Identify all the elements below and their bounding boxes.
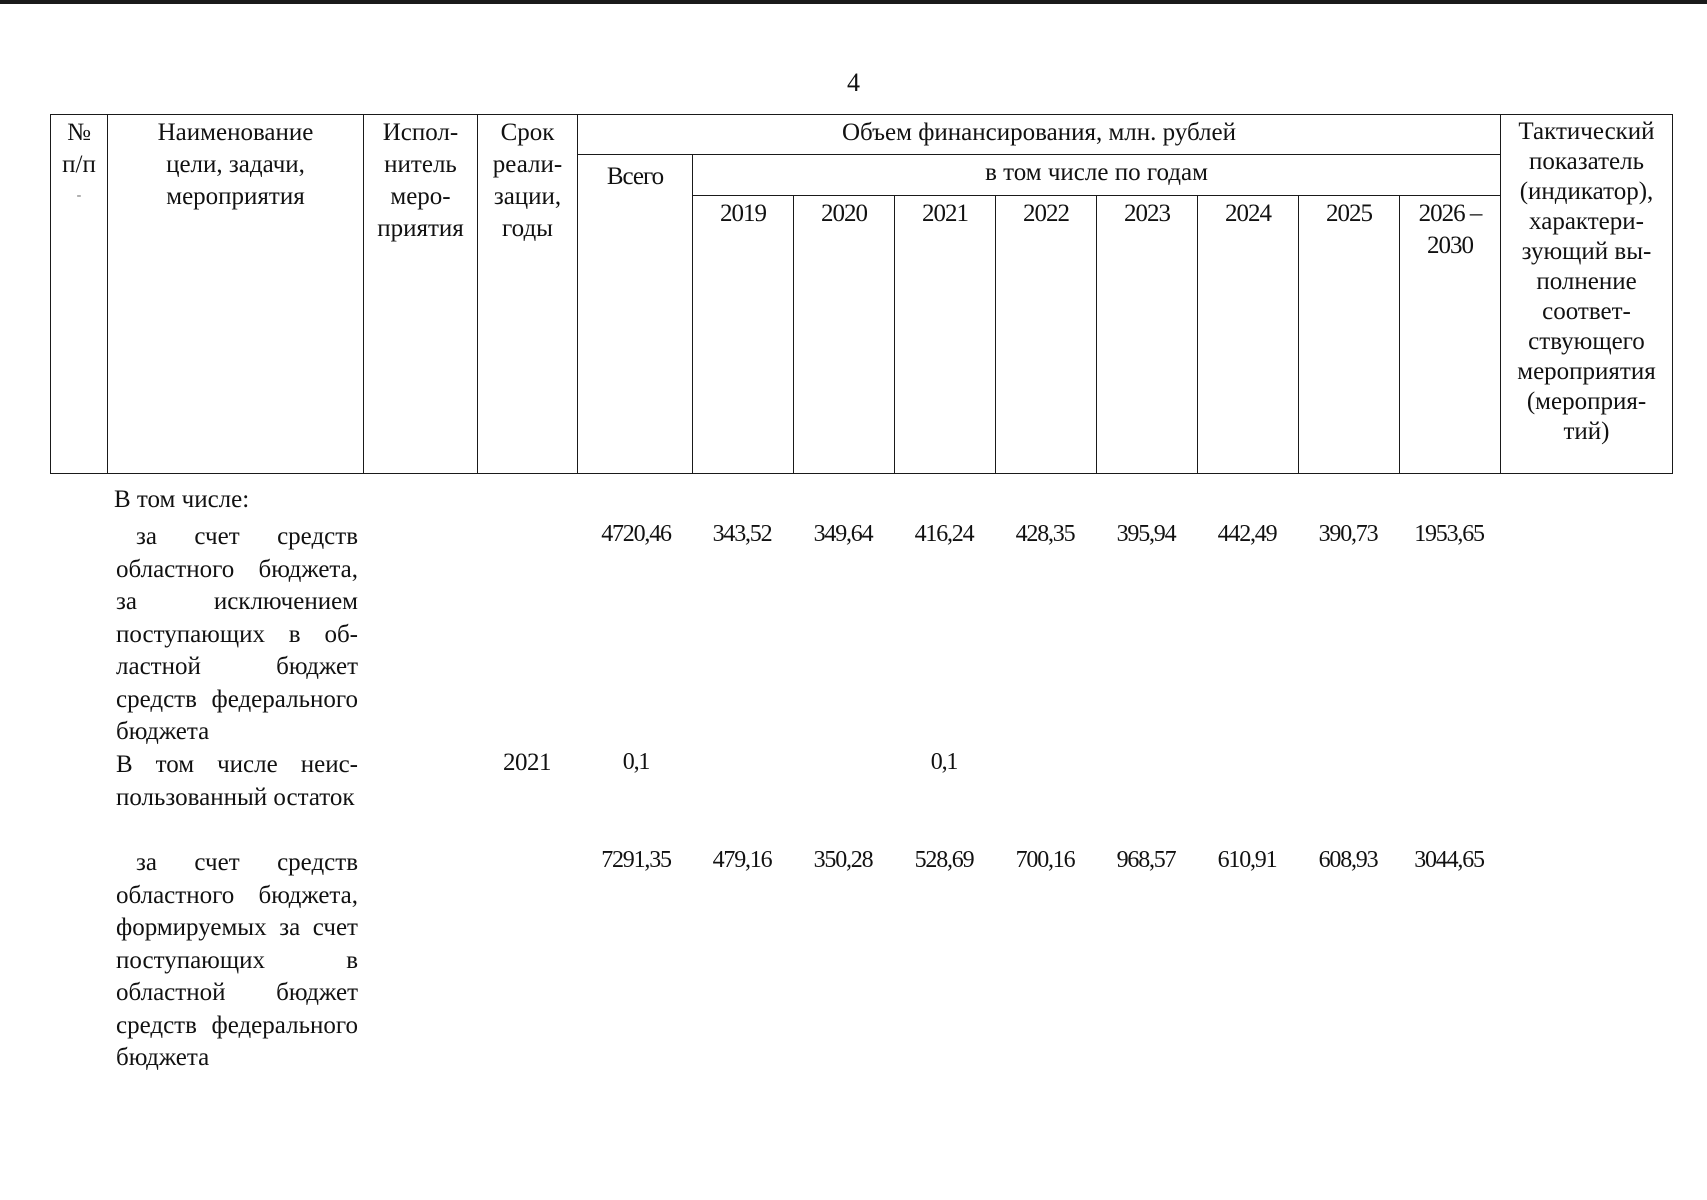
row-1-2021: 416,24	[914, 521, 974, 547]
row-1-2023: 395,94	[1116, 521, 1176, 547]
row-3-name: за счет средств областного бюджета, формируемых за счет поступающих в областной бюджет средств федерального бюджета	[116, 849, 358, 1071]
row-2-term: 2021	[503, 749, 551, 776]
indicator-header: Тактический показатель (индикатор), характери- зующий вы- полнение соответ- ствующего мероприятия (мероприя- тий)	[1501, 115, 1673, 474]
year-2021-header: 2021	[895, 196, 996, 474]
row-1-name: за счет средств областного бюджета, за исключением поступающих в областной бюджет средств федерального бюджета	[116, 523, 358, 745]
row-3-2026-2030: 3044,65	[1414, 847, 1484, 873]
row-2-2021: 0,1	[930, 749, 958, 775]
dash-mark: -	[76, 188, 82, 203]
by-years-header: в том числе по годам	[693, 155, 1501, 196]
subtitle: В том числе:	[114, 486, 250, 513]
row-2-total: 0,1	[622, 749, 650, 775]
row-3-2024: 610,91	[1217, 847, 1277, 873]
row-1-total: 4720,46	[601, 521, 671, 547]
row-3-total: 7291,35	[601, 847, 671, 873]
col-executor-header: Испол- нитель меро- приятия	[364, 115, 478, 474]
row-1-2024: 442,49	[1217, 521, 1277, 547]
col-number-header: № п/п -	[51, 115, 108, 474]
year-2022-header: 2022	[996, 196, 1097, 474]
page-top-border	[0, 0, 1707, 4]
row-3-2023: 968,57	[1116, 847, 1176, 873]
row-1-2020: 349,64	[813, 521, 873, 547]
year-2020-header: 2020	[794, 196, 895, 474]
col-term-header: Срок реали- зации, годы	[478, 115, 578, 474]
row-3-2025: 608,93	[1318, 847, 1378, 873]
funding-header: Объем финансирования, млн. рублей	[578, 115, 1501, 155]
page-number: 4	[847, 68, 860, 97]
row-1-2022: 428,35	[1015, 521, 1075, 547]
year-2025-header: 2025	[1299, 196, 1400, 474]
year-2026-2030-header: 2026 – 2030	[1400, 196, 1501, 474]
row-2-name: В том числе неиспользованный остаток	[116, 751, 358, 811]
year-2024-header: 2024	[1198, 196, 1299, 474]
total-header: Всего	[578, 155, 693, 474]
col-name-header: Наименование цели, задачи, мероприятия	[108, 115, 364, 474]
header-table	[50, 114, 1673, 474]
year-2023-header: 2023	[1097, 196, 1198, 474]
row-1-2025: 390,73	[1318, 521, 1378, 547]
row-3-2019: 479,16	[712, 847, 772, 873]
row-3-2021: 528,69	[914, 847, 974, 873]
row-3-2022: 700,16	[1015, 847, 1075, 873]
row-1-2019: 343,52	[712, 521, 772, 547]
row-3-2020: 350,28	[813, 847, 873, 873]
row-1-2026-2030: 1953,65	[1414, 521, 1484, 547]
year-2019-header: 2019	[693, 196, 794, 474]
